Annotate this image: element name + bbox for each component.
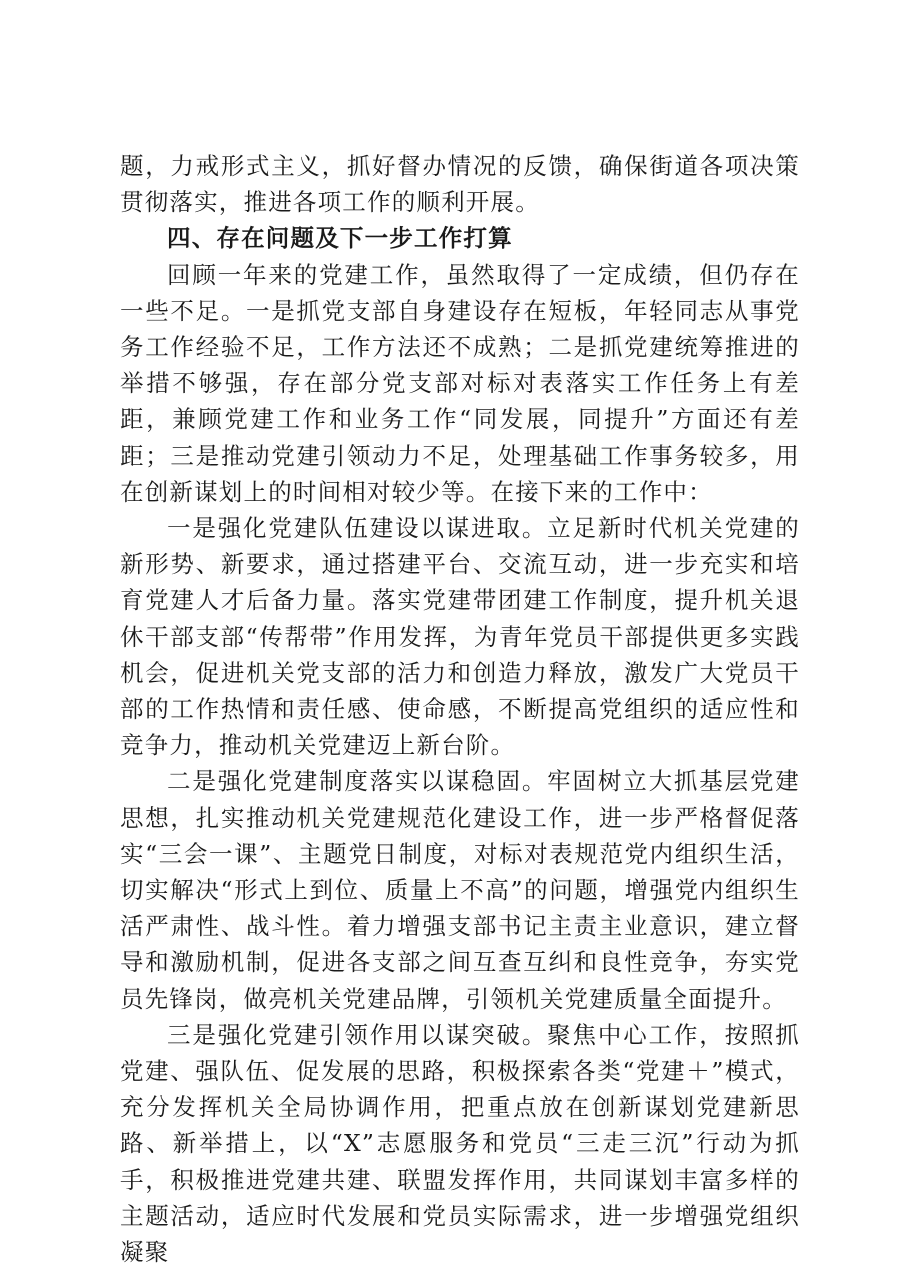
body-paragraph-system-implementation: 二是强化党建制度落实以谋稳固。牢固树立大抓基层党建思想，扎实推动机关党建规范化建设工作，进一步严格督促落实“三会一课”、主题党日制度，对标对表规范党内组织生活，切实解决“形式上到位、质量上不高”的问题，增强党内组织生活严肃性、战斗性。着力增强支部书记主责主业意识，建立督导和激励机制，促进各支部之间互查互纠和良性竞争，夯实党员先锋岗，做亮机关党建品牌，引领机关党建质量全面提升。 <box>120 767 800 1013</box>
body-paragraph-problems: 回顾一年来的党建工作，虽然取得了一定成绩，但仍存在一些不足。一是抓党支部自身建设存在短板，年轻同志从事党务工作经验不足，工作方法还不成熟；二是抓党建统筹推进的举措不够强，存在部分党支部对标对表落实工作任务上有差距，兼顾党建工作和业务工作“同发展，同提升”方面还有差距；三是推动党建引领动力不足，处理基础工作事务较多，用在创新谋划上的时间相对较少等。在接下来的工作中： <box>120 260 800 506</box>
continuation-paragraph: 题，力戒形式主义，抓好督办情况的反馈，确保街道各项决策贯彻落实，推进各项工作的顺利开展。 <box>120 152 800 217</box>
section-heading: 四、存在问题及下一步工作打算 <box>167 224 513 253</box>
document-body <box>120 148 800 1270</box>
body-paragraph-team-building: 一是强化党建队伍建设以谋进取。立足新时代机关党建的新形势、新要求，通过搭建平台、交流互动，进一步充实和培育党建人才后备力量。落实党建带团建工作制度，提升机关退休干部支部“传帮带”作用发挥，为青年党员干部提供更多实践机会，促进机关党支部的活力和创造力释放，激发广大党员干部的工作热情和责任感、使命感，不断提高党组织的适应性和竞争力，推动机关党建迈上新台阶。 <box>120 514 800 760</box>
body-paragraph-leading-role: 三是强化党建引领作用以谋突破。聚焦中心工作，按照抓党建、强队伍、促发展的思路，积极探索各类“党建＋”模式，充分发挥机关全局协调作用，把重点放在创新谋划党建新思路、新举措上，以“X”志愿服务和党员“三走三沉”行动为抓手，积极推进党建共建、联盟发挥作用，共同谋划丰富多样的主题活动，适应时代发展和党员实际需求，进一步增强党组织凝聚 <box>120 1020 800 1267</box>
